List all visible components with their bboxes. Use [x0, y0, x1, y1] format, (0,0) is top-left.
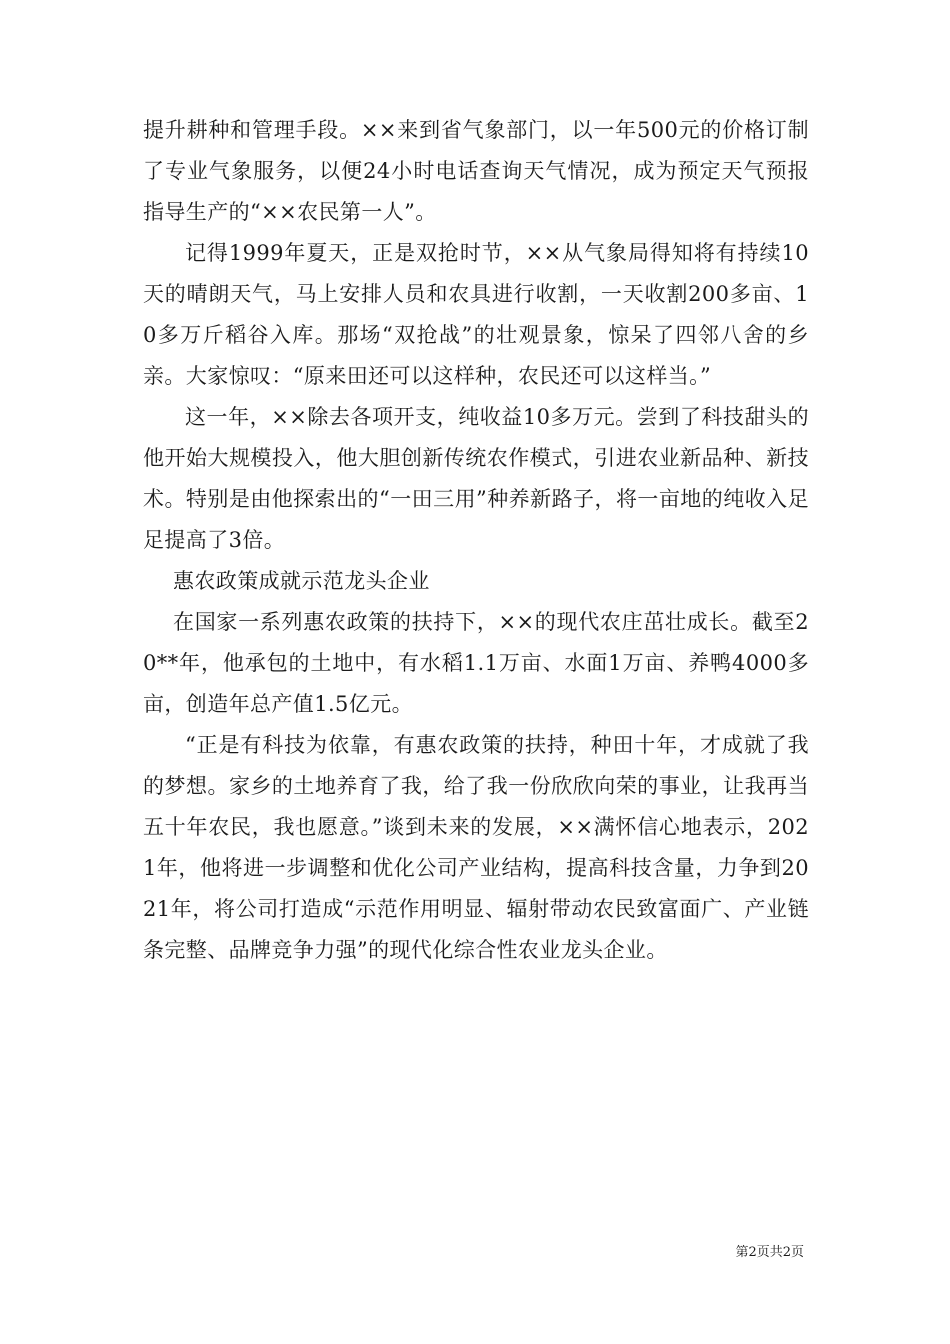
paragraph-double-harvest: 记得1999年夏天，正是双抢时节，××从气象局得知将有持续10天的晴朗天气，马上安排人员和农具进行收割，一天收割200多亩、10多万斤稻谷入库。那场“双抢战”的壮观景象，惊呆了四邻八舍的乡亲。大家惊叹：“原来田还可以这样种，农民还可以这样当。”: [143, 241, 809, 388]
paragraph-quote: “正是有科技为依靠，有惠农政策的扶持，种田十年，才成就了我的梦想。家乡的土地养育了我，给了我一份欣欣向荣的事业，让我再当五十年农民，我也愿意。”谈到未来的发展，××满怀信心地表示，2021年，他将进一步调整和优化公司产业结构，提高科技含量，力争到2021年，将公司打造成“示范作用明显、辐射带动农民致富面广、产业链条完整、品牌竞争力强”的现代化综合性农业龙头企业。: [143, 733, 809, 962]
paragraph-continuation: 提升耕种和管理手段。××来到省气象部门，以一年500元的价格订制了专业气象服务，以便24小时电话查询天气情况，成为预定天气预报指导生产的“××农民第一人”。: [143, 118, 809, 224]
paragraph-policy: 在国家一系列惠农政策的扶持下，××的现代农庄茁壮成长。截至20**年，他承包的土地中，有水稻1.1万亩、水面1万亩、养鸭4000多亩，创造年总产值1.5亿元。: [143, 610, 809, 716]
page-number: 第2页共2页: [735, 1245, 804, 1260]
document-body: [143, 110, 809, 971]
section-heading: 惠农政策成就示范龙头企业: [173, 569, 430, 593]
paragraph-profit: 这一年，××除去各项开支，纯收益10多万元。尝到了科技甜头的他开始大规模投入，他大胆创新传统农作模式，引进农业新品种、新技术。特别是由他探索出的“一田三用”种养新路子，将一亩地的纯收入足足提高了3倍。: [143, 405, 809, 552]
